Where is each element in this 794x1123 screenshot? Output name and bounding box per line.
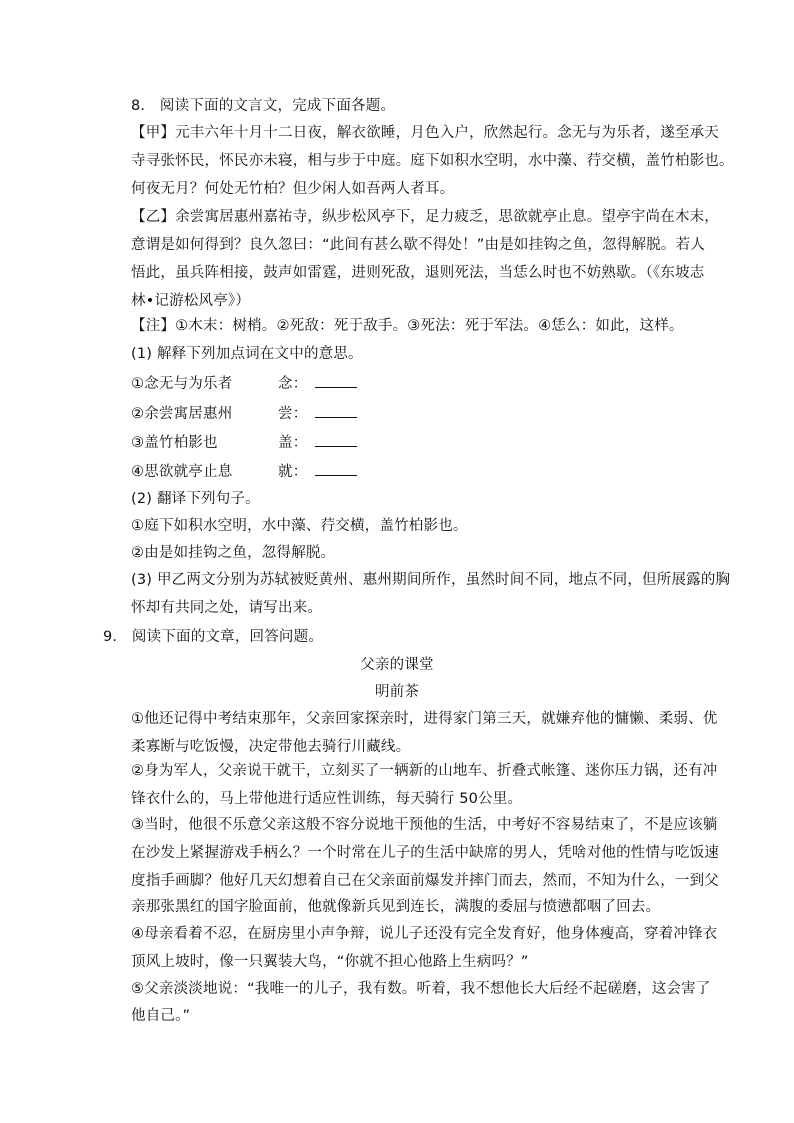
paragraph-line: 柔寡断与吃饭慢，决定带他去骑行川藏线。 [131, 739, 411, 755]
q8-trans-2: ②由是如挂钩之鱼，忽得解脱。 [131, 545, 336, 561]
item-word: 念： [278, 376, 308, 392]
q8-note: 【注】①木末：树梢。②死敌：死于敌手。③死法：死于军法。④恁么：如此，这样。 [131, 318, 684, 334]
item-sentence: ②余尝寓居惠州 [131, 406, 233, 422]
paragraph-line: 他自己。” [131, 1008, 191, 1024]
q8-item-2 [131, 403, 357, 423]
q8-yi-line-3: 悟此，虽兵阵相接，鼓声如雷霆，进则死敌，退则死法，当恁么时也不妨熟歇。（《东坡志 [131, 265, 705, 281]
answer-blank[interactable] [315, 403, 357, 418]
answer-blank[interactable] [315, 461, 357, 476]
paragraph-line: ③当时，他很不乐意父亲这般不容分说地干预他的生活，中考好不容易结束了，不是应该躺 [131, 817, 718, 833]
paragraph-line: ⑤父亲淡淡地说：“我唯一的儿子，我有数。听着，我不想他长大后经不起磋磨，这会害了 [131, 981, 711, 997]
item-sentence: ①念无与为乐者 [131, 376, 233, 392]
paragraph-line: ②身为军人，父亲说干就干，立刻买了一辆新的山地车、折叠式帐篷、迷你压力锅，还有冲 [131, 763, 718, 779]
q8-sub3-line-1: (3) 甲乙两文分别为苏轼被贬黄州、惠州期间所作，虽然时间不同，地点不同，但所展露的胸 [131, 572, 731, 588]
paragraph-line: ④母亲看着不忍，在厨房里小声争辩，说儿子还没有完全发育好，他身体瘦高，穿着冲锋衣 [131, 926, 718, 942]
article-author: 明前茶 [374, 684, 420, 700]
q8-item-3 [131, 432, 357, 452]
answer-blank[interactable] [315, 373, 357, 388]
paragraph-line: 亲那张黑红的国字脸面前，他就像新兵见到连长，满腹的委屈与愤懑都咽了回去。 [131, 899, 661, 915]
q8-item-1 [131, 373, 357, 393]
q8-sub1: (1) 解释下列加点词在文中的意思。 [131, 346, 363, 362]
q8-jia-line-3: 何夜无月？何处无竹柏？但少闲人如吾两人者耳。 [131, 181, 455, 197]
q8-sub3-line-2: 怀却有共同之处，请写出来。 [131, 600, 323, 616]
q8-sub2: (2) 翻译下列句子。 [131, 491, 260, 507]
q8-jia-line-1: 【甲】元丰六年十月十二日夜，解衣欲睡，月色入户，欣然起行。念无与为乐者，遂至承天 [131, 125, 719, 141]
q8-jia-line-2: 寺寻张怀民，怀民亦未寝，相与步于中庭。庭下如积水空明，水中藻、荇交横，盖竹柏影也。 [131, 153, 734, 169]
q8-yi-line-2: 意谓是如何得到？良久忽曰：“此间有甚么歇不得处！”由是如挂钩之鱼，忽得解脱。若人 [131, 237, 706, 253]
answer-blank[interactable] [315, 432, 357, 447]
q8-trans-1: ①庭下如积水空明，水中藻、荇交横，盖竹柏影也。 [131, 518, 468, 534]
paragraph-line: 顶风上坡时，像一只翼装大鸟，“你就不担心他路上生病吗？” [131, 954, 529, 970]
paragraph-line: 度指手画脚？他好几天幻想着自己在父亲面前爆发并摔门而去，然而，不知为什么，一到父 [131, 873, 719, 889]
item-word: 盖： [278, 435, 308, 451]
q8-item-4 [131, 461, 357, 481]
q8-intro: 8. 阅读下面的文言文，完成下面各题。 [131, 98, 396, 114]
paragraph-line: 锋衣什么的，马上带他进行适应性训练，每天骑行 50公里。 [131, 791, 523, 807]
paragraph-line: ①他还记得中考结束那年，父亲回家探亲时，进得家门第三天，就嫌弃他的慵懒、柔弱、优 [131, 711, 718, 727]
item-word: 就： [278, 464, 308, 480]
article-title: 父亲的课堂 [360, 657, 434, 673]
q8-yi-line-1: 【乙】余尝寓居惠州嘉祐寺，纵步松风亭下，足力疲乏，思欲就亭止息。望亭宇尚在木末， [131, 209, 719, 225]
q9-intro: 9. 阅读下面的文章，回答问题。 [103, 629, 324, 645]
item-word: 尝： [278, 406, 308, 422]
q8-yi-line-4: 林•记游松风亭》） [131, 293, 251, 309]
item-sentence: ③盖竹柏影也 [131, 435, 218, 451]
item-sentence: ④思欲就亭止息 [131, 464, 233, 480]
paragraph-line: 在沙发上紧握游戏手柄么？一个时常在儿子的生活中缺席的男人，凭啥对他的性情与吃饭速 [131, 845, 719, 861]
